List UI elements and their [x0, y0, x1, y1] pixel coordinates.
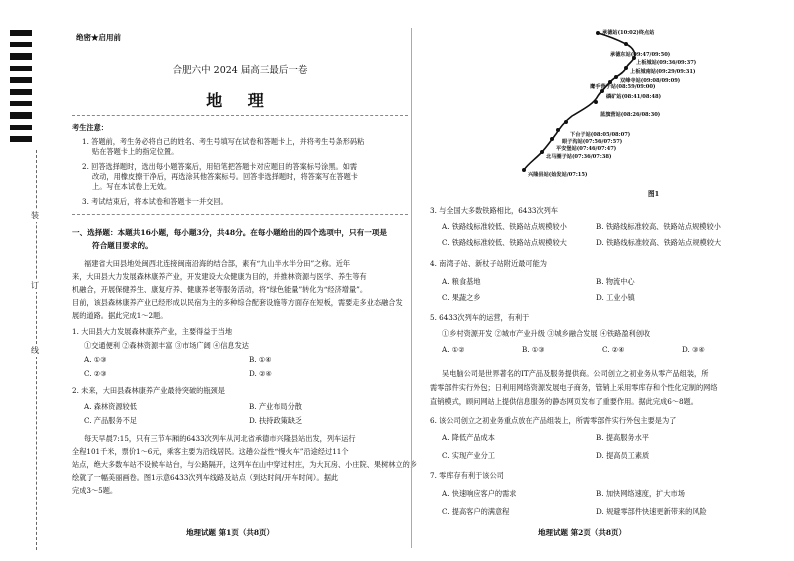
section-heading: 符合题目要求的。	[92, 241, 153, 250]
option-c[interactable]: C. ②④	[602, 345, 625, 354]
barcode-stripe	[10, 66, 32, 71]
station-label: 蓝旗营站(08:26/08:30)	[600, 112, 661, 118]
option-d[interactable]: D. ②④	[249, 369, 272, 378]
barcode-stripe	[10, 53, 32, 60]
option-c[interactable]: C. 铁路线标准较低、铁路站点规模较大	[442, 238, 567, 247]
option-d[interactable]: D. ③④	[682, 345, 705, 354]
question-2: 2. 未来，大田县森林康养产业最待突破的瓶颈是	[72, 386, 225, 395]
passage-line: 绘就了一幅美丽画卷。图1示意6433次列车线路及站点（到达时间/开车时间）。据此	[72, 473, 339, 482]
station-dot	[624, 66, 628, 70]
option-b[interactable]: B. 加快网络速度，扩大市场	[596, 489, 685, 498]
notice-border-top	[72, 115, 408, 116]
station-label: 上板城南站(09:29/09:31)	[630, 69, 696, 75]
exam-title: 合肥六中 2024 届高三最后一卷	[172, 65, 308, 76]
question-1-options	[84, 369, 404, 379]
option-b[interactable]: B. ①③	[522, 345, 545, 354]
option-b[interactable]: B. 物流中心	[596, 277, 635, 286]
passage-line: 福建省大田县地处闽西北连接闽南沿海的结合部，素有“九山半水半分田”之称。近年	[84, 259, 351, 268]
barcode-stripe	[10, 42, 32, 47]
option-c[interactable]: C. ②③	[84, 369, 107, 378]
option-b[interactable]: B. 提高服务水平	[596, 433, 649, 442]
figure-caption: 图1	[648, 190, 660, 198]
station-label: 承德站(10:02)终点站	[602, 30, 655, 36]
option-b[interactable]: B. 产业布局分散	[249, 402, 302, 411]
barcode-stripe	[10, 136, 32, 142]
station-label: 鹰手营子站(08:59/09:00)	[590, 84, 656, 90]
option-b[interactable]: B. 铁路线标准较高、铁路站点规模较小	[596, 222, 721, 231]
question-5-options	[442, 345, 792, 355]
barcode-stripe	[10, 101, 32, 106]
barcode-stripe	[10, 112, 32, 119]
railway-map	[498, 24, 738, 204]
passage-line: 展的道路。据此完成1～2题。	[72, 311, 168, 320]
binding-label: 订	[31, 281, 39, 290]
passage-line: 站点，绝大多数车站不设候车站台，与公路隔开，这列车在山中穿过村庄，为大瓦房、小庄院、果树林立的乡	[72, 460, 418, 469]
question-5-items: ①乡村资源开发 ②城市产业升级 ③城乡融合发展 ④铁路盈利创收	[442, 329, 651, 338]
station-label: 眼子沟站(07:56/07:57)	[562, 139, 623, 145]
question-6-options	[442, 433, 792, 443]
option-a[interactable]: A. ①②	[442, 345, 465, 354]
question-2-options	[84, 416, 404, 426]
notice-line: 2. 回答选择题时，选出每小题答案后，用铅笔把答题卡对应题目的答案标号涂黑。如需	[82, 162, 358, 171]
question-4: 4. 南湾子站、新杖子站附近最可能为	[430, 259, 547, 268]
barcode-stripe	[10, 77, 32, 83]
question-7: 7. 零库存有利于该公司	[430, 471, 504, 480]
passage-line: 目前，该县森林康养产业已经形成以民宿为主的多种综合配套设施等方面存在短板，需要走多业态融合发	[72, 298, 403, 307]
question-6-options	[442, 451, 792, 461]
passage-line: 直销模式，顾问网站上提供信息服务的静态网页发布了重要作用。据此完成6～8题。	[430, 397, 698, 406]
station-dot	[596, 31, 600, 35]
station-label: 北马圈子站(07:36/07:38)	[546, 154, 612, 160]
barcode-stripe	[10, 125, 32, 130]
station-dot	[556, 128, 560, 132]
station-label: 兴隆县站(始发站/07:15)	[528, 172, 588, 178]
barcode-stripe	[10, 89, 32, 95]
station-dot	[540, 150, 544, 154]
passage-line: 来，大田县大力发展森林康养产业，开发建设大众健康为目的，并推林资源与医学、养生等有	[72, 272, 367, 281]
passage-line: 全程101千米，票价1～6元，乘客主要为沿线居民。这趟公益性“慢火车”沿途经过11个	[72, 447, 349, 456]
station-dot	[522, 168, 526, 172]
question-1-options	[84, 355, 404, 365]
station-dot	[564, 120, 568, 124]
notice-line: 上。写在本试卷上无效。	[92, 182, 172, 191]
station-label: 双峰寺站(09:08/09:09)	[620, 78, 681, 84]
station-dot	[614, 75, 618, 79]
option-a[interactable]: A. 铁路线标准较低、铁路站点规模较小	[442, 222, 567, 231]
option-d[interactable]: D. 工业小镇	[596, 293, 635, 302]
question-3-options	[442, 238, 792, 248]
station-label: 磷矿站(08:41/08:48)	[606, 94, 662, 100]
question-4-options	[442, 293, 792, 303]
station-dot	[594, 100, 598, 104]
passage-line: 需零部件实行外包；日利用网络资源发展电子商务，管销上采用零库存和个性化定制的网络	[430, 383, 718, 392]
question-4-options	[442, 277, 792, 287]
question-6: 6. 该公司创立之初业务重点放在产品组装上，所需零部件实行外包主要是为了	[430, 416, 677, 425]
question-3-options	[442, 222, 792, 232]
option-a[interactable]: A. 森林资源较低	[84, 402, 137, 411]
option-d[interactable]: D. 铁路线标准较高、铁路站点规模较大	[596, 238, 722, 247]
option-a[interactable]: A. 粮食基地	[442, 277, 481, 286]
question-7-options	[442, 507, 792, 517]
page-footer: 地理试题 第2页（共8页）	[538, 528, 627, 537]
notice-border-bottom	[72, 214, 408, 215]
question-2-options	[84, 402, 404, 412]
option-d[interactable]: D. 扶持政策缺乏	[249, 416, 303, 425]
section-heading: 一、选择题：本题共16小题，每小题3分，共48分。在每小题给出的四个选项中，只有一项是	[72, 228, 387, 237]
option-c[interactable]: C. 提高客户的满意程	[442, 507, 510, 516]
station-label: 上板城站(09:36/09:37)	[636, 60, 697, 66]
subject-title: 地 理	[206, 91, 274, 110]
option-c[interactable]: C. 果蔬之乡	[442, 293, 481, 302]
option-a[interactable]: A. ①③	[84, 355, 107, 364]
passage-line: 机融合，开展保健养生、康复疗养、健康养老等服务活动，将“绿色能量”转化为“经济增量”。	[72, 285, 368, 294]
notice-line: 贴在答题卡上的指定位置。	[92, 147, 179, 156]
right-page	[414, 0, 794, 561]
barcode-stripe	[10, 30, 32, 36]
station-dot	[624, 42, 628, 46]
page-footer: 地理试题 第1页（共8页）	[186, 528, 275, 537]
option-d[interactable]: D. 提高员工素质	[596, 451, 650, 460]
confidential-mark: 绝密★启用前	[76, 33, 121, 42]
passage-line: 吴电脑公司是世界著名的IT产品及服务提供商。公司创立之初业务从零产品组装，所	[442, 369, 709, 378]
station-label: 承德东站(09:47/09:50)	[610, 52, 671, 58]
notice-line: 3. 考试结束后，将本试卷和答题卡一并交回。	[82, 197, 228, 206]
question-5: 5. 6433次列车的运营，有利于	[430, 313, 530, 322]
option-c[interactable]: C. 产品服务不足	[84, 416, 137, 425]
station-label: 下台子站(08:05/08:07)	[570, 132, 631, 138]
question-1-items: ①交通便利 ②森林资源丰富 ③市场广阔 ④信息发达	[84, 341, 249, 350]
notice-line: 1. 答题前，考生务必将自己的姓名、考生号填写在试卷和答题卡上，并将考生号条形码粘	[82, 137, 365, 146]
binding-label: 装	[31, 211, 39, 220]
binding-strip	[0, 0, 42, 561]
option-b[interactable]: B. ①④	[249, 355, 272, 364]
question-1: 1. 大田县大力发展森林康养产业，主要得益于当地	[72, 327, 233, 336]
station-dot	[550, 137, 554, 141]
page-divider	[411, 28, 412, 548]
passage-line: 每天早晨7:15，只有三节车厢的6433次列车从河北省承德市兴隆县站出发，列车运行	[84, 434, 356, 443]
question-3: 3. 与全国大多数铁路相比，6433次列车	[430, 206, 559, 215]
binding-label: 线	[31, 346, 39, 355]
option-a[interactable]: A. 降低产品成本	[442, 433, 495, 442]
option-a[interactable]: A. 快速响应客户的需求	[442, 489, 517, 498]
passage-line: 完成3～5题。	[72, 486, 118, 495]
question-7-options	[442, 489, 792, 499]
station-label: 平安堡站(07:46/07:47)	[556, 146, 617, 152]
notice-title: 考生注意：	[72, 123, 108, 132]
option-c[interactable]: C. 实现产业分工	[442, 451, 495, 460]
option-d[interactable]: D. 规避零部件快速更新带来的风险	[596, 507, 707, 516]
notice-box	[72, 115, 408, 215]
notice-line: 改动，用橡皮擦干净后，再选涂其他答案标号。回答非选择题时，将答案写在答题卡	[92, 172, 358, 181]
